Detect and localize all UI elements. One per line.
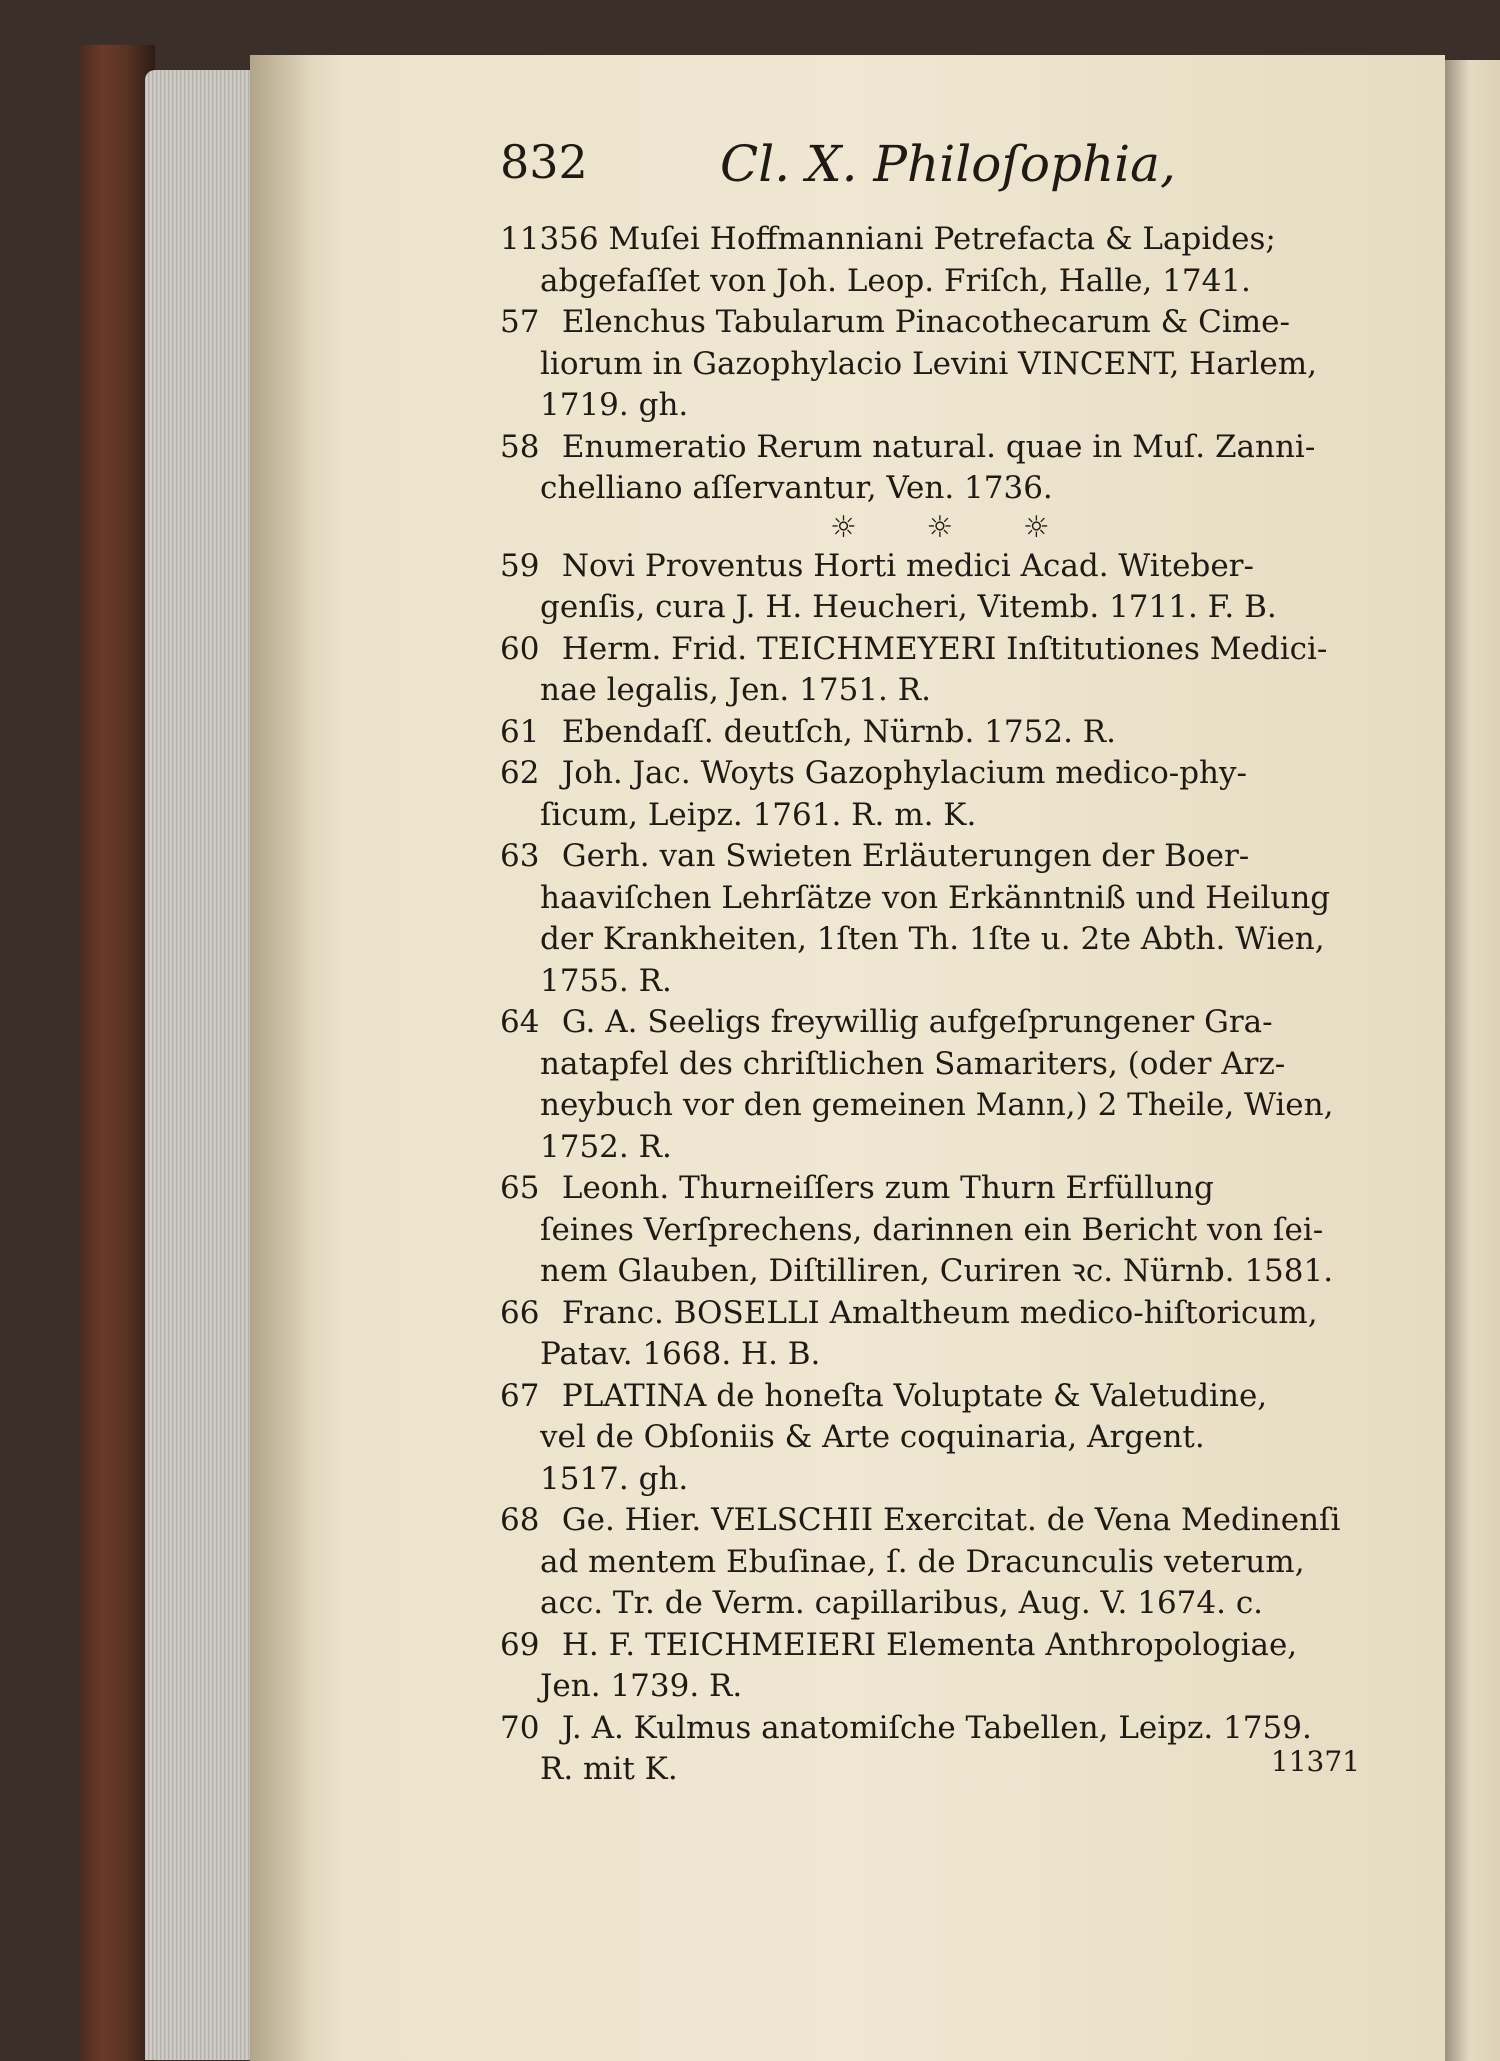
catalog-entries — [500, 219, 1360, 1749]
entry-text: Herm. Frid. TEICHMEYERI Inſtitutiones Medici- — [561, 630, 1328, 667]
entry-number: 11356 — [500, 221, 599, 257]
entry-text: Ebendaſſ. deutſch, Nürnb. 1752. R. — [561, 713, 1116, 750]
entry-number: 66 — [500, 1294, 540, 1331]
entry-text: Jen. 1739. R. — [540, 1668, 743, 1704]
entry-text: Elenchus Tabularum Pinacothecarum & Cime- — [561, 304, 1290, 340]
entry-continuation-line — [500, 1666, 1360, 1708]
entry-line — [500, 302, 1360, 344]
entry-line — [500, 1376, 1360, 1418]
entry-text: vel de Obſoniis & Arte coquinaria, Argent. — [540, 1419, 1205, 1455]
entry-line — [500, 836, 1360, 878]
entry-text: ad mentem Ebuſinae, ſ. de Dracunculis veterum, — [540, 1543, 1305, 1580]
entry-text: nae legalis, Jen. 1751. R. — [540, 672, 931, 708]
entry-continuation-line — [500, 1085, 1360, 1127]
entry-text: PLATINA de honeſta Voluptate & Valetudine, — [561, 1377, 1268, 1414]
entry-text: natapfel des chriſtlichen Samariters, (oder Arz- — [540, 1045, 1286, 1082]
entry-text: 1517. gh. — [540, 1460, 689, 1497]
entry-number: 57 — [500, 304, 540, 340]
entry-text: Patav. 1668. H. B. — [540, 1336, 821, 1372]
ornament-divider: ☼ ☼ ☼ — [830, 509, 1080, 545]
entry-number: 69 — [500, 1626, 540, 1663]
page-number: 832 — [500, 135, 588, 189]
entry-continuation-line — [500, 1210, 1360, 1252]
entry-number: 67 — [500, 1377, 540, 1414]
entry-text: Muſei Hoffmanniani Petrefacta & Lapides; — [608, 221, 1276, 257]
entry-continuation-line — [500, 919, 1360, 961]
entry-number: 70 — [500, 1709, 540, 1746]
entry-continuation-line — [500, 587, 1360, 629]
entry-continuation-line — [500, 1583, 1360, 1625]
entry-text: 1752. R. — [540, 1128, 672, 1165]
catchword: 11371 — [1270, 1745, 1360, 1778]
entry-text: 1719. gh. — [540, 387, 689, 423]
entry-line — [500, 1500, 1360, 1542]
entry-line — [500, 1168, 1360, 1210]
entry-text: Ge. Hier. VELSCHII Exercitat. de Vena Medinenſi — [561, 1502, 1341, 1538]
entry-line — [500, 219, 1360, 261]
page-text — [500, 135, 1360, 1791]
entry-number: 68 — [500, 1502, 540, 1538]
entry-text: Franc. BOSELLI Amaltheum medico-hiſtoricum, — [561, 1294, 1318, 1331]
entry-text: Enumeratio Rerum natural. quae in Muſ. Zanni- — [561, 428, 1316, 465]
entry-text: ſicum, Leipz. 1761. R. m. K. — [540, 796, 977, 833]
entry-number: 62 — [500, 755, 540, 791]
page-header — [500, 135, 1360, 197]
entry-line — [500, 753, 1360, 795]
entry-continuation-line — [500, 961, 1360, 1003]
entry-text: chelliano aſſervantur, Ven. 1736. — [540, 470, 1053, 506]
entry-line — [500, 1002, 1360, 1044]
entry-text: G. A. Seeligs freywillig aufgeſprungener Gra- — [561, 1004, 1273, 1040]
final-line-text: R. mit K. — [540, 1751, 678, 1787]
entry-text: ſeines Verſprechens, darinnen ein Bericht von ſei- — [540, 1211, 1324, 1248]
entry-text: abgefaſſet von Joh. Leop. Friſch, Halle, 1741. — [540, 262, 1251, 299]
entry-number: 60 — [500, 630, 540, 667]
entry-continuation-line — [500, 878, 1360, 920]
entry-text: nem Glauben, Diſtilliren, Curiren ꝛc. Nürnb. 1581. — [540, 1253, 1334, 1289]
entry-number: 64 — [500, 1004, 540, 1040]
entry-number: 59 — [500, 547, 540, 584]
entry-number: 63 — [500, 838, 540, 874]
entry-number: 58 — [500, 428, 540, 465]
gutter-shadow — [250, 55, 310, 2061]
entry-text: genſis, cura J. H. Heucheri, Vitemb. 1711. F. B. — [540, 589, 1277, 625]
entry-text: Gerh. van Swieten Erläuterungen der Boer- — [561, 838, 1250, 874]
entry-continuation-line — [500, 1127, 1360, 1169]
book-spine — [80, 45, 155, 2061]
entry-continuation-line — [500, 261, 1360, 303]
entry-text: liorum in Gazophylacio Levini VINCENT, Harlem, — [540, 345, 1318, 382]
entry-continuation-line — [500, 1251, 1360, 1293]
entry-continuation-line — [500, 1542, 1360, 1584]
entry-continuation-line — [500, 1334, 1360, 1376]
entry-line — [500, 712, 1360, 754]
entry-line — [500, 1708, 1360, 1750]
entry-continuation-line — [500, 1044, 1360, 1086]
entry-text: H. F. TEICHMEIERI Elementa Anthropologiae, — [561, 1626, 1298, 1663]
entry-text: Novi Proventus Horti medici Acad. Witeber- — [561, 547, 1254, 584]
facing-page-edge — [1445, 60, 1500, 2061]
entry-line — [500, 1293, 1360, 1335]
entry-text: Leonh. Thurneiſſers zum Thurn Erfüllung — [561, 1170, 1214, 1206]
entry-text: neybuch vor den gemeinen Mann,) 2 Theile, Wien, — [540, 1087, 1334, 1123]
entry-continuation-line — [500, 795, 1360, 837]
entry-line — [500, 629, 1360, 671]
entry-line — [500, 427, 1360, 469]
entry-text: acc. Tr. de Verm. capillaribus, Aug. V. 1674. c. — [540, 1585, 1264, 1621]
entry-text: Joh. Jac. Woyts Gazophylacium medico-phy- — [561, 755, 1248, 791]
entry-line — [500, 546, 1360, 588]
entry-continuation-line — [500, 385, 1360, 427]
entry-continuation-line — [500, 468, 1360, 510]
entry-line — [500, 1625, 1360, 1667]
entry-number: 61 — [500, 713, 540, 750]
entry-continuation-line — [500, 344, 1360, 386]
entry-text: haaviſchen Lehrſätze von Erkänntniß und Heilung — [540, 879, 1331, 916]
running-head: Cl. X. Philoſophia, — [720, 135, 1176, 193]
entry-continuation-line — [500, 670, 1360, 712]
final-line — [500, 1745, 1360, 1791]
entry-continuation-line — [500, 1417, 1360, 1459]
entry-text: der Krankheiten, 1ſten Th. 1ſte u. 2te Abth. Wien, — [540, 921, 1325, 957]
entry-text: 1755. R. — [540, 962, 672, 999]
entry-continuation-line — [500, 1459, 1360, 1501]
entry-number: 65 — [500, 1170, 540, 1206]
entry-text: J. A. Kulmus anatomiſche Tabellen, Leipz. 1759. — [561, 1709, 1312, 1746]
